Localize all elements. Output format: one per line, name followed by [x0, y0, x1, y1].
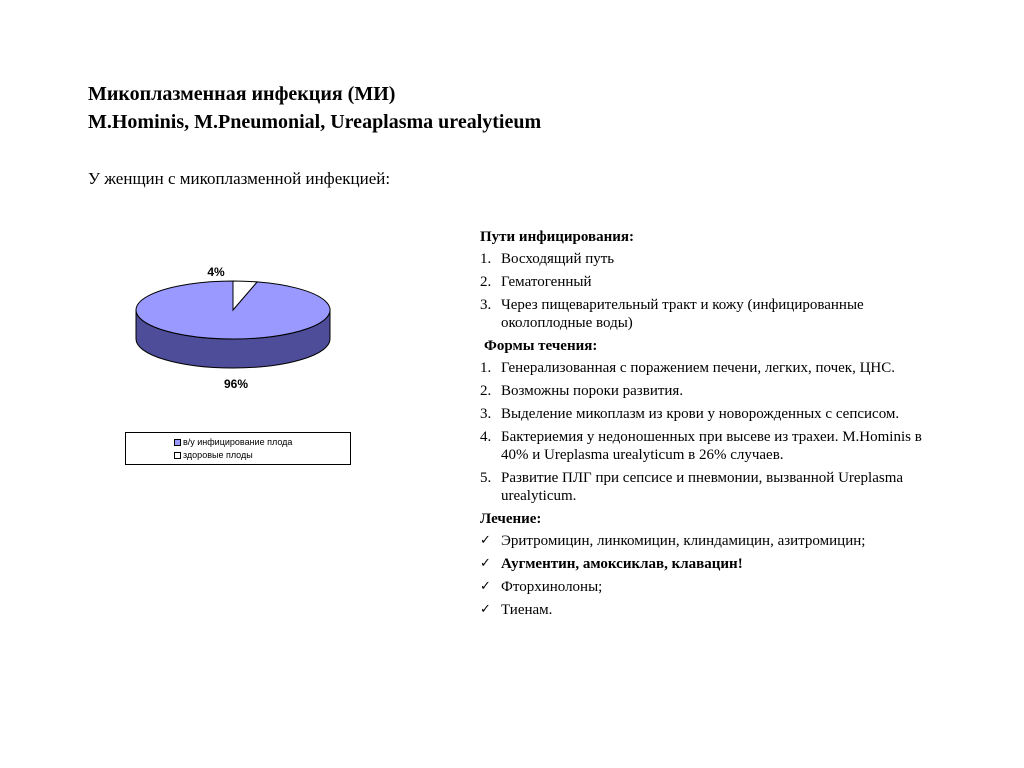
routes-heading: Пути инфицирования: — [480, 229, 634, 245]
item-text: Выделение микоплазм из крови у новорожденных с сепсисом. — [501, 406, 900, 422]
checkmark-icon: ✓ — [480, 579, 491, 594]
list-item — [480, 469, 930, 505]
title-line-1: Микоплазменная инфекция (МИ) — [88, 83, 396, 105]
legend-swatch-healthy — [174, 452, 181, 459]
legend-label-infected: в/у инфицирование плода — [183, 437, 293, 447]
item-text: Гематогенный — [501, 274, 592, 290]
list-item — [480, 273, 930, 291]
page-subtitle: У женщин с микоплазменной инфекцией: — [88, 169, 391, 188]
checkmark-icon: ✓ — [480, 602, 491, 617]
list-item — [480, 359, 930, 377]
list-item — [480, 555, 930, 573]
checkmark-icon: ✓ — [480, 533, 491, 548]
legend-item-healthy — [174, 449, 350, 462]
page-title — [88, 80, 541, 136]
data-label-healthy: 4% — [207, 265, 225, 279]
list-item — [480, 601, 930, 619]
list-item — [480, 250, 930, 268]
item-number: 2. — [480, 383, 492, 399]
routes-list — [480, 250, 930, 332]
forms-list — [480, 359, 930, 505]
item-text: Тиенам. — [501, 602, 553, 618]
list-item — [480, 405, 930, 423]
item-number: 1. — [480, 251, 492, 267]
item-number: 1. — [480, 360, 492, 376]
title-line-2: M.Hominis, M.Pneumonial, Ureaplasma urealytieum — [88, 111, 542, 133]
legend-swatch-infected — [174, 439, 181, 446]
list-item — [480, 428, 930, 464]
treatment-heading: Лечение: — [480, 511, 542, 527]
list-item — [480, 532, 930, 550]
list-item — [480, 578, 930, 596]
chart-legend — [125, 432, 351, 465]
item-number: 5. — [480, 470, 492, 486]
data-label-infected: 96% — [223, 377, 249, 391]
item-number: 2. — [480, 274, 492, 290]
item-text: Развитие ПЛГ при сепсисе и пневмонии, вызванной Ureplasma urealyticum. — [501, 470, 904, 504]
info-panel — [480, 228, 930, 624]
item-text: Аугментин, амоксиклав, клавацин! — [501, 556, 743, 572]
item-text: Через пищеварительный тракт и кожу (инфицированные околоплодные воды) — [501, 297, 864, 331]
item-text: Генерализованная с поражением печени, легких, почек, ЦНС. — [501, 360, 896, 376]
list-item — [480, 382, 930, 400]
item-text: Фторхинолоны; — [501, 579, 603, 595]
item-text: Эритромицин, линкомицин, клиндамицин, азитромицин; — [501, 533, 866, 549]
item-text: Восходящий путь — [501, 251, 615, 267]
forms-heading: Формы течения: — [484, 338, 598, 354]
item-number: 3. — [480, 297, 492, 313]
checkmark-icon: ✓ — [480, 556, 491, 571]
item-number: 3. — [480, 406, 492, 422]
list-item — [480, 296, 930, 332]
pie-chart — [120, 255, 360, 405]
legend-item-infected — [174, 436, 350, 449]
item-number: 4. — [480, 429, 492, 445]
treatment-list — [480, 532, 930, 619]
legend-label-healthy: здоровые плоды — [183, 450, 253, 460]
item-text: Бактериемия у недоношенных при высеве из трахеи. M.Hominis в 40% и Ureplasma urealyticum в 26% случаев. — [501, 429, 922, 463]
item-text: Возможны пороки развития. — [501, 383, 684, 399]
